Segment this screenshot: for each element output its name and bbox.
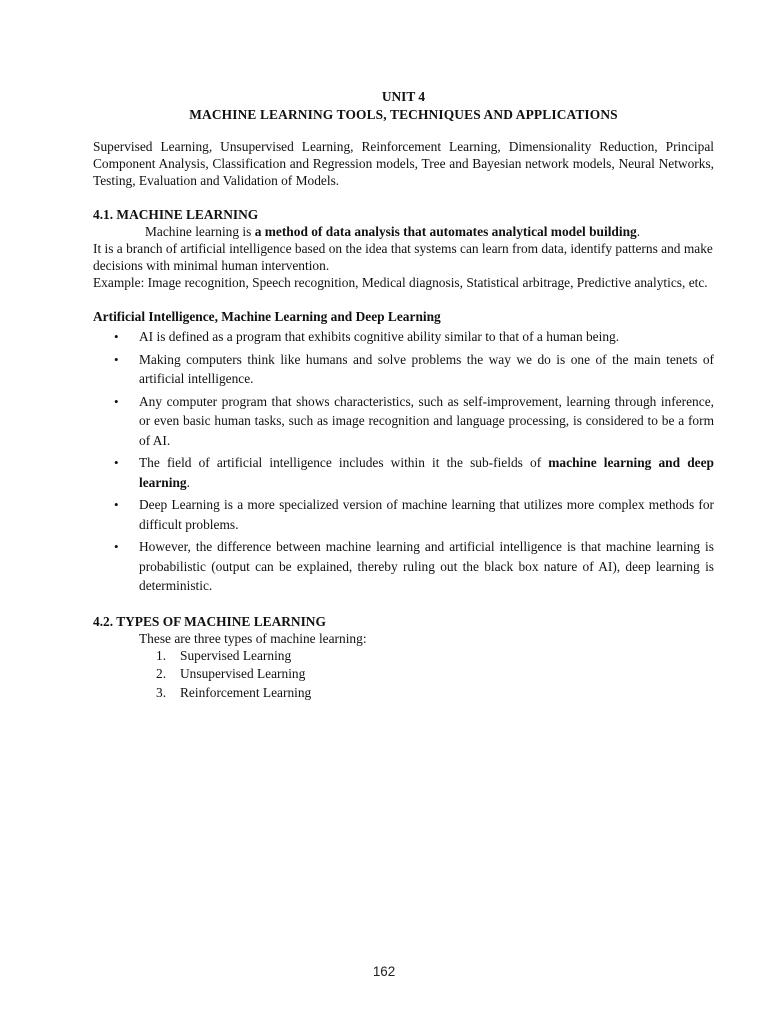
list-item — [93, 647, 714, 666]
subsection-heading-ai-ml-dl: Artificial Intelligence, Machine Learning and Deep Learning — [93, 309, 441, 324]
definition-prefix: Machine learning is — [145, 224, 255, 239]
bullet-text: Deep Learning is a more specialized version of machine learning that utilizes more complex methods for difficult problems. — [139, 497, 714, 532]
list-number: 1. — [156, 647, 167, 663]
ai-bullet-list — [93, 327, 714, 596]
list-number: 2. — [156, 666, 167, 681]
unit-intro: Supervised Learning, Unsupervised Learning, Reinforcement Learning, Dimensionality Reduction, Principal Component Analysis, Classification and Regression models, Tree and Bayesian network models, Neural Networks, Testing, Evaluation and Validation of Models. — [93, 139, 714, 188]
bullet-icon: • — [114, 497, 119, 512]
bullet-text-suffix: . — [186, 474, 190, 490]
list-number: 3. — [156, 684, 167, 700]
list-item — [93, 392, 714, 451]
list-item — [93, 453, 714, 492]
types-lead: These are three types of machine learning: — [139, 630, 367, 646]
bullet-text: Any computer program that shows characteristics, such as self-improvement, learning through inference, or even basic human tasks, such as image recognition and language processing, is considered to be a form of AI. — [139, 393, 714, 448]
example-paragraph: Example: Image recognition, Speech recognition, Medical diagnosis, Statistical arbitrage, Predictive analytics, etc. — [93, 275, 708, 290]
bullet-text-prefix: The field of artificial intelligence includes within it the sub-fields of — [139, 455, 549, 470]
bullet-text: However, the difference between machine learning and artificial intelligence is that machine learning is probabilistic (output can be explained, thereby ruling out the black box nature of AI), deep learning is deterministic. — [139, 539, 714, 593]
bullet-text-bold: machine learning and deep learning — [139, 455, 714, 490]
bullet-text: AI is defined as a program that exhibits cognitive ability similar to that of a human being. — [139, 329, 620, 344]
types-list — [93, 647, 714, 703]
definition-suffix: . — [636, 224, 641, 239]
unit-title: MACHINE LEARNING TOOLS, TECHNIQUES AND APPLICATIONS — [189, 107, 618, 122]
bullet-icon: • — [114, 329, 119, 344]
list-label: Unsupervised Learning — [180, 666, 306, 681]
list-item — [93, 537, 714, 596]
branch-paragraph: It is a branch of artificial intelligence based on the idea that systems can learn from data, identify patterns and make decisions with minimal human intervention. — [93, 241, 713, 273]
bullet-icon: • — [114, 455, 119, 470]
definition-paragraph — [93, 223, 714, 240]
page-number: 162 — [372, 964, 396, 979]
list-item — [93, 684, 714, 703]
section-heading-machine-learning: 4.1. MACHINE LEARNING — [93, 207, 259, 222]
list-item — [93, 665, 714, 684]
list-label: Supervised Learning — [180, 647, 292, 663]
list-item — [93, 327, 714, 347]
page-content — [93, 88, 714, 702]
definition-bold: a method of data analysis that automates analytical model building — [254, 224, 637, 239]
bullet-icon: • — [114, 539, 119, 554]
bullet-text: Making computers think like humans and solve problems the way we do is one of the main tenets of artificial intelligence. — [139, 351, 714, 386]
section-heading-types: 4.2. TYPES OF MACHINE LEARNING — [93, 613, 326, 629]
list-item — [93, 495, 714, 534]
unit-label: UNIT 4 — [381, 89, 426, 104]
list-item — [93, 350, 714, 389]
list-label: Reinforcement Learning — [180, 684, 312, 700]
bullet-icon: • — [114, 393, 119, 409]
bullet-icon: • — [114, 351, 119, 367]
